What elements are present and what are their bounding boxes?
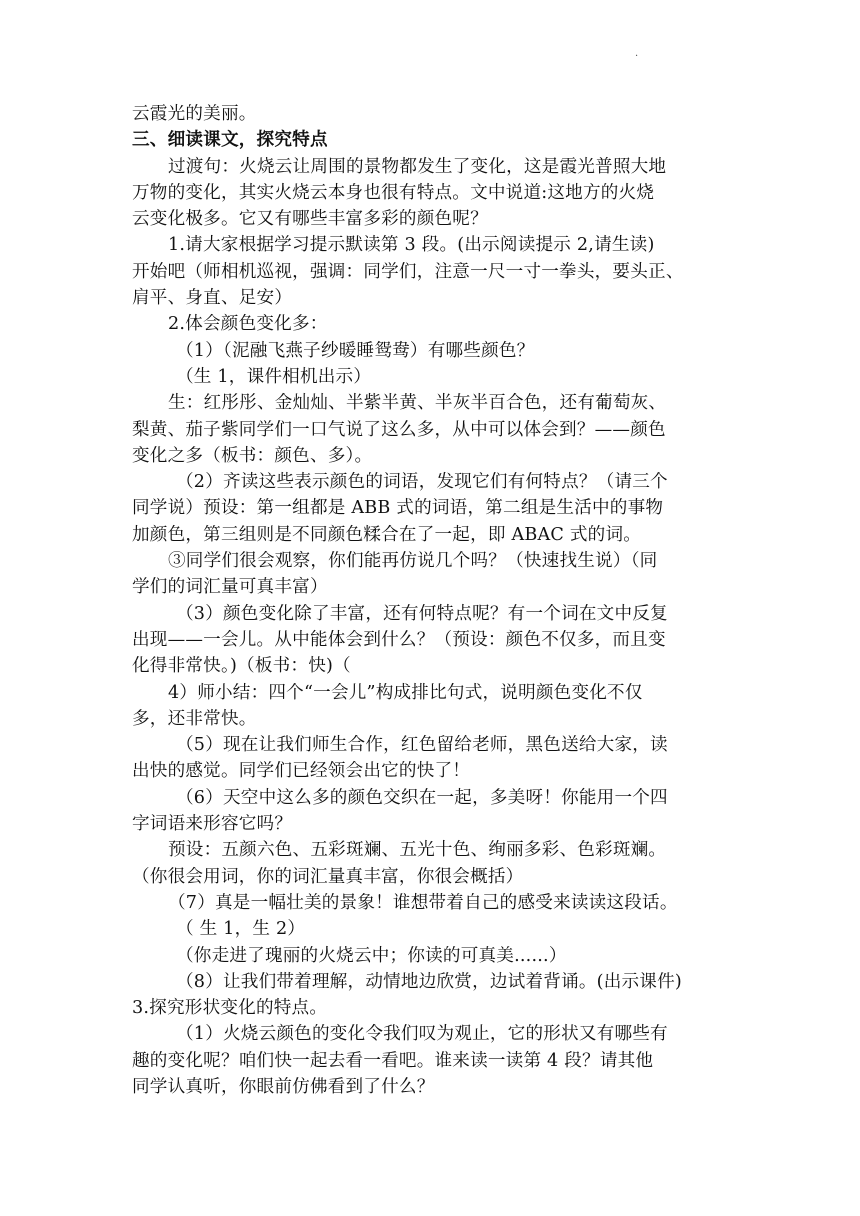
- text-line: 1.请大家根据学习提示默读第 3 段。(出示阅读提示 2,请生读): [168, 235, 655, 256]
- text-line: ③同学们很会观察，你们能再仿说几个吗？（快速找生说）（同: [168, 551, 658, 572]
- text-line: （2）齐读这些表示颜色的词语，发现它们有何特点？（请三个: [176, 472, 668, 493]
- text-line: （ 生 1，生 2）: [176, 919, 306, 940]
- text-line: 出现——一会儿。从中能体会到什么？（预设：颜色不仅多，而且变: [132, 629, 666, 650]
- text-line: （7）真是一幅壮美的景象！谁想带着自己的感受来读读这段话。: [168, 892, 678, 913]
- text-line: 开始吧（师相机巡视，强调：同学们，注意一尺一寸一拳头，要头正、: [132, 261, 684, 282]
- text-line: （1）火烧云颜色的变化令我们叹为观止，它的形状又有哪些有: [176, 1024, 668, 1045]
- text-line: 梨黄、茄子紫同学们一口气说了这么多，从中可以体会到？——颜色: [132, 419, 666, 440]
- text-line: （1）（泥融飞燕子纱暖睡鸳鸯）有哪些颜色？: [176, 340, 535, 361]
- text-line: 生：红彤彤、金灿灿、半紫半黄、半灰半百合色，还有葡萄灰、: [168, 393, 667, 414]
- text-line: 字词语来形容它吗？: [132, 814, 293, 835]
- text-line: 变化之多（板书：颜色、多）。: [132, 445, 373, 466]
- text-line: 预设：五颜六色、五彩斑斓、五光十色、绚丽多彩、色彩斑斓。: [168, 840, 667, 861]
- text-line: 出快的感觉。同学们已经领会出它的快了！: [132, 761, 471, 782]
- text-line: 多，还非常快。: [132, 708, 257, 729]
- text-line: 同学认真听，你眼前仿佛看到了什么？: [132, 1076, 435, 1097]
- text-line: 肩平、身直、足安）: [132, 288, 293, 309]
- lesson-plan-text: [132, 101, 732, 1100]
- text-line: 万物的变化，其实火烧云本身也很有特点。文中说道:这地方的火烧: [132, 182, 655, 203]
- text-line: （生 1，课件相机出示）: [176, 366, 372, 387]
- text-line: 2.体会颜色变化多：: [168, 314, 328, 335]
- text-line: （6）天空中这么多的颜色交织在一起，多美呀！你能用一个四: [176, 787, 668, 808]
- text-line: 学们的词汇量可真丰富）: [132, 577, 328, 598]
- text-line: （8）让我们带着理解，动情地边欣赏，边试着背诵。(出示课件): [176, 971, 682, 992]
- page-mark: ·: [635, 51, 639, 62]
- text-line: 趣的变化呢？咱们快一起去看一看吧。谁来读一读第 4 段？请其他: [132, 1050, 654, 1071]
- text-line: （你走进了瑰丽的火烧云中；你读的可真美......）: [176, 945, 567, 966]
- text-line: 4）师小结：四个“一会儿”构成排比句式，说明颜色变化不仅: [168, 682, 643, 703]
- text-line: （你很会用词，你的词汇量真丰富，你很会概括）: [132, 866, 524, 887]
- text-line: 加颜色，第三组则是不同颜色糅合在了一起，即 ABAC 式的词。: [132, 524, 642, 545]
- text-line: （5）现在让我们师生合作，红色留给老师，黑色送给大家，读: [176, 735, 668, 756]
- text-line: （3）颜色变化除了丰富，还有何特点呢？有一个词在文中反复: [176, 603, 668, 624]
- section-heading: 三、细读课文，探究特点: [132, 129, 328, 151]
- text-line: 同学说）预设：第一组都是 ABB 式的词语，第二组是生活中的事物: [132, 498, 664, 519]
- text-line: 化得非常快。)（板书：快)（: [132, 656, 351, 677]
- text-line: 过渡句：火烧云让周围的景物都发生了变化，这是霞光普照大地: [168, 156, 667, 177]
- text-line: 3.探究形状变化的特点。: [132, 998, 328, 1019]
- text-line: 云霞光的美丽。: [132, 104, 257, 124]
- text-line: 云变化极多。它又有哪些丰富多彩的颜色呢？: [132, 209, 488, 230]
